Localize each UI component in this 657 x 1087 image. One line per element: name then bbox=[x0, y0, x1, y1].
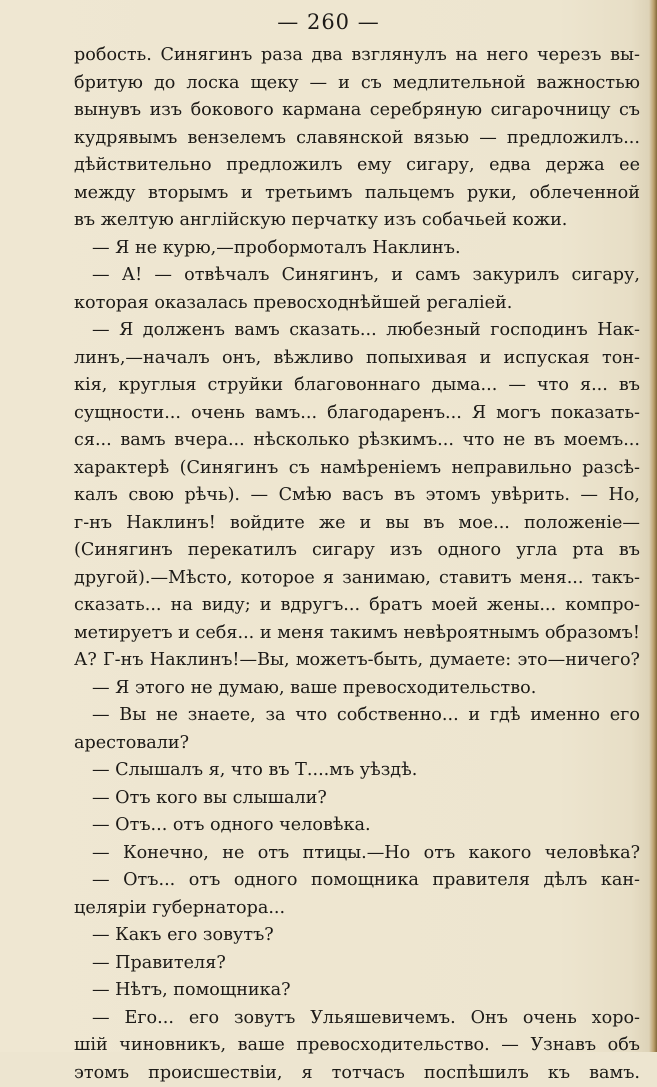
text-line: А? Г-нъ Наклинъ!—Вы, можетъ-быть, думаете: это—ничего? bbox=[74, 647, 640, 675]
text-block bbox=[74, 42, 640, 1087]
text-line: въ желтую англійскую перчатку изъ собачьей кожи. bbox=[74, 207, 640, 235]
text-line: — А! — отвѣчалъ Синягинъ, и самъ закурилъ сигару, bbox=[74, 262, 640, 290]
text-line: арестовали? bbox=[74, 730, 640, 758]
text-line: — Я не курю,—пробормоталъ Наклинъ. bbox=[74, 235, 640, 263]
text-line: вынувъ изъ бокового кармана серебряную сигарочницу съ bbox=[74, 97, 640, 125]
text-line: — Слышалъ я, что въ Т....мъ уѣздѣ. bbox=[74, 757, 640, 785]
text-line: сказать... на виду; и вдругъ... братъ моей жены... компро- bbox=[74, 592, 640, 620]
text-line: — Отъ кого вы слышали? bbox=[74, 785, 640, 813]
text-line: — Какъ его зовутъ? bbox=[74, 922, 640, 950]
text-line: г-нъ Наклинъ! войдите же и вы въ мое... положеніе— bbox=[74, 510, 640, 538]
text-line: кія, круглыя струйки благовоннаго дыма... — что я... въ bbox=[74, 372, 640, 400]
text-line: — Я этого не думаю, ваше превосходительство. bbox=[74, 675, 640, 703]
text-line: калъ свою рѣчь). — Смѣю васъ въ этомъ увѣрить. — Но, bbox=[74, 482, 640, 510]
text-line: робость. Синягинъ раза два взглянулъ на него черезъ вы- bbox=[74, 42, 640, 70]
text-line: (Синягинъ перекатилъ сигару изъ одного угла рта въ bbox=[74, 537, 640, 565]
text-line: — Отъ... отъ одного помощника правителя дѣлъ кан- bbox=[74, 867, 640, 895]
page-number: — 260 — bbox=[0, 10, 657, 34]
text-line: линъ,—началъ онъ, вѣжливо попыхивая и испуская тон- bbox=[74, 345, 640, 373]
text-line: дѣйствительно предложилъ ему сигару, едва держа ее bbox=[74, 152, 640, 180]
text-line: целяріи губернатора... bbox=[74, 895, 640, 923]
text-line: которая оказалась превосходнѣйшей регаліей. bbox=[74, 290, 640, 318]
text-line: — Его... его зовутъ Ульяшевичемъ. Онъ очень хоро- bbox=[74, 1005, 640, 1033]
text-line: — Вы не знаете, за что собственно... и гдѣ именно его bbox=[74, 702, 640, 730]
text-line: характерѣ (Синягинъ съ намѣреніемъ неправильно разсѣ- bbox=[74, 455, 640, 483]
text-line: бритую до лоска щеку — и съ медлительной важностью bbox=[74, 70, 640, 98]
text-line: метируетъ и себя... и меня такимъ невѣроятнымъ образомъ! bbox=[74, 620, 640, 648]
text-line: ся... вамъ вчера... нѣсколько рѣзкимъ... что не въ моемъ... bbox=[74, 427, 640, 455]
text-line: шій чиновникъ, ваше превосходительство. — Узнавъ объ bbox=[74, 1032, 640, 1060]
text-line: сущности... очень вамъ... благодаренъ... Я могъ показать- bbox=[74, 400, 640, 428]
page-edge-shadow bbox=[649, 0, 657, 1052]
text-line: — Отъ... отъ одного человѣка. bbox=[74, 812, 640, 840]
text-line: между вторымъ и третьимъ пальцемъ руки, облеченной bbox=[74, 180, 640, 208]
text-line: кудрявымъ вензелемъ славянской вязью — предложилъ... bbox=[74, 125, 640, 153]
text-line: — Нѣтъ, помощника? bbox=[74, 977, 640, 1005]
text-line: — Я долженъ вамъ сказать... любезный господинъ Нак- bbox=[74, 317, 640, 345]
text-line: другой).—Мѣсто, которое я занимаю, ставитъ меня... такъ- bbox=[74, 565, 640, 593]
text-line: этомъ происшествіи, я тотчасъ поспѣшилъ къ вамъ. bbox=[74, 1060, 640, 1087]
text-line: — Правителя? bbox=[74, 950, 640, 978]
text-line: — Конечно, не отъ птицы.—Но отъ какого человѣка? bbox=[74, 840, 640, 868]
